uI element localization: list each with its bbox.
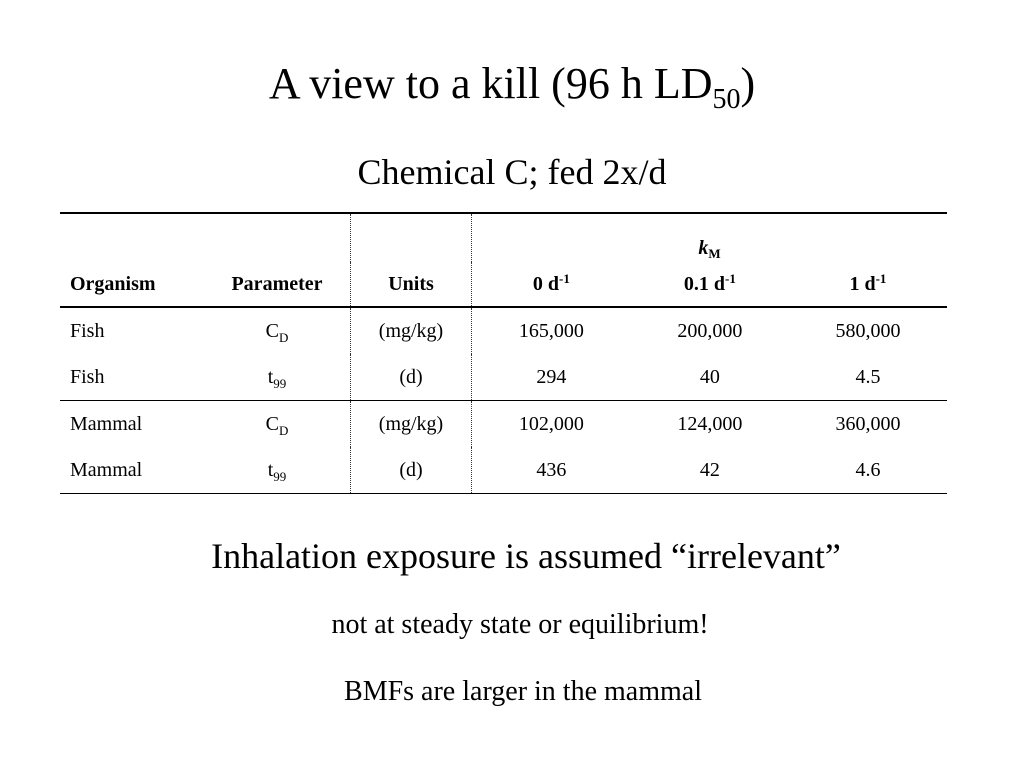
cell-parameter [204, 447, 351, 494]
cell-units: (mg/kg) [351, 401, 472, 448]
cell-organism: Fish [70, 319, 105, 342]
cell-k-01: 42 [631, 447, 789, 494]
slide-title [0, 58, 1024, 115]
cell-k-1: 360,000 [835, 412, 901, 435]
bmf-note: BMFs are larger in the mammal [344, 676, 702, 707]
k-subscript: M [708, 246, 721, 261]
title-subscript: 50 [712, 84, 741, 115]
cell-parameter [204, 354, 351, 401]
cell-k-0: 102,000 [518, 412, 584, 435]
header-parameter: Parameter [204, 262, 351, 307]
title-text: A view to a kill (96 h LD [268, 59, 713, 108]
table-row [60, 447, 947, 494]
header-k-0 [472, 262, 631, 307]
cell-k-01: 200,000 [677, 319, 743, 342]
cell-k-1: 4.5 [789, 354, 947, 401]
cell-parameter [204, 401, 351, 448]
param-subscript: 99 [273, 375, 287, 391]
header-units: Units [351, 262, 472, 307]
cell-k-01: 124,000 [677, 412, 743, 435]
cell-organism: Mammal [70, 412, 143, 435]
cell-k-0: 165,000 [518, 319, 584, 342]
header-k-01-value: 0.1 d [683, 272, 725, 295]
cell-k-0: 436 [472, 447, 631, 494]
k-header [472, 213, 948, 262]
table-header-row [60, 262, 947, 307]
cell-units: (d) [351, 447, 472, 494]
header-k-01 [631, 262, 789, 307]
table-header-row-k [60, 213, 947, 262]
steady-state-note: not at steady state or equilibrium! [331, 609, 709, 640]
param-symbol: t [267, 458, 274, 481]
slide-subtitle: Chemical C; fed 2x/d [357, 152, 667, 192]
header-organism: Organism [60, 262, 204, 307]
param-subscript: D [278, 329, 289, 345]
header-k-0-sup: -1 [559, 270, 570, 286]
header-k-1-sup: -1 [875, 270, 887, 286]
cell-k-0: 294 [472, 354, 631, 401]
cell-organism: Mammal [60, 447, 204, 494]
cell-parameter [204, 307, 351, 354]
k-symbol: k [698, 237, 709, 259]
cell-k-01: 40 [631, 354, 789, 401]
header-k-1 [789, 262, 947, 307]
table-row [60, 401, 947, 448]
title-close-paren: ) [740, 59, 756, 108]
header-k-1-value: 1 d [849, 272, 876, 295]
param-symbol: t [267, 365, 274, 388]
table-row [60, 307, 947, 354]
header-k-01-sup: -1 [724, 270, 736, 286]
cell-units: (d) [351, 354, 472, 401]
param-symbol: C [265, 319, 279, 342]
cell-units: (mg/kg) [351, 307, 472, 354]
inhalation-note: Inhalation exposure is assumed “irrelevant” [211, 536, 841, 576]
cell-k-1: 4.6 [789, 447, 947, 494]
cell-organism: Fish [60, 354, 204, 401]
kill-data-table [60, 212, 947, 494]
header-k-0-value: 0 d [532, 272, 560, 295]
cell-k-1: 580,000 [835, 319, 901, 342]
param-subscript: D [278, 422, 289, 438]
table-row [60, 354, 947, 401]
param-subscript: 99 [273, 468, 287, 484]
param-symbol: C [265, 412, 279, 435]
